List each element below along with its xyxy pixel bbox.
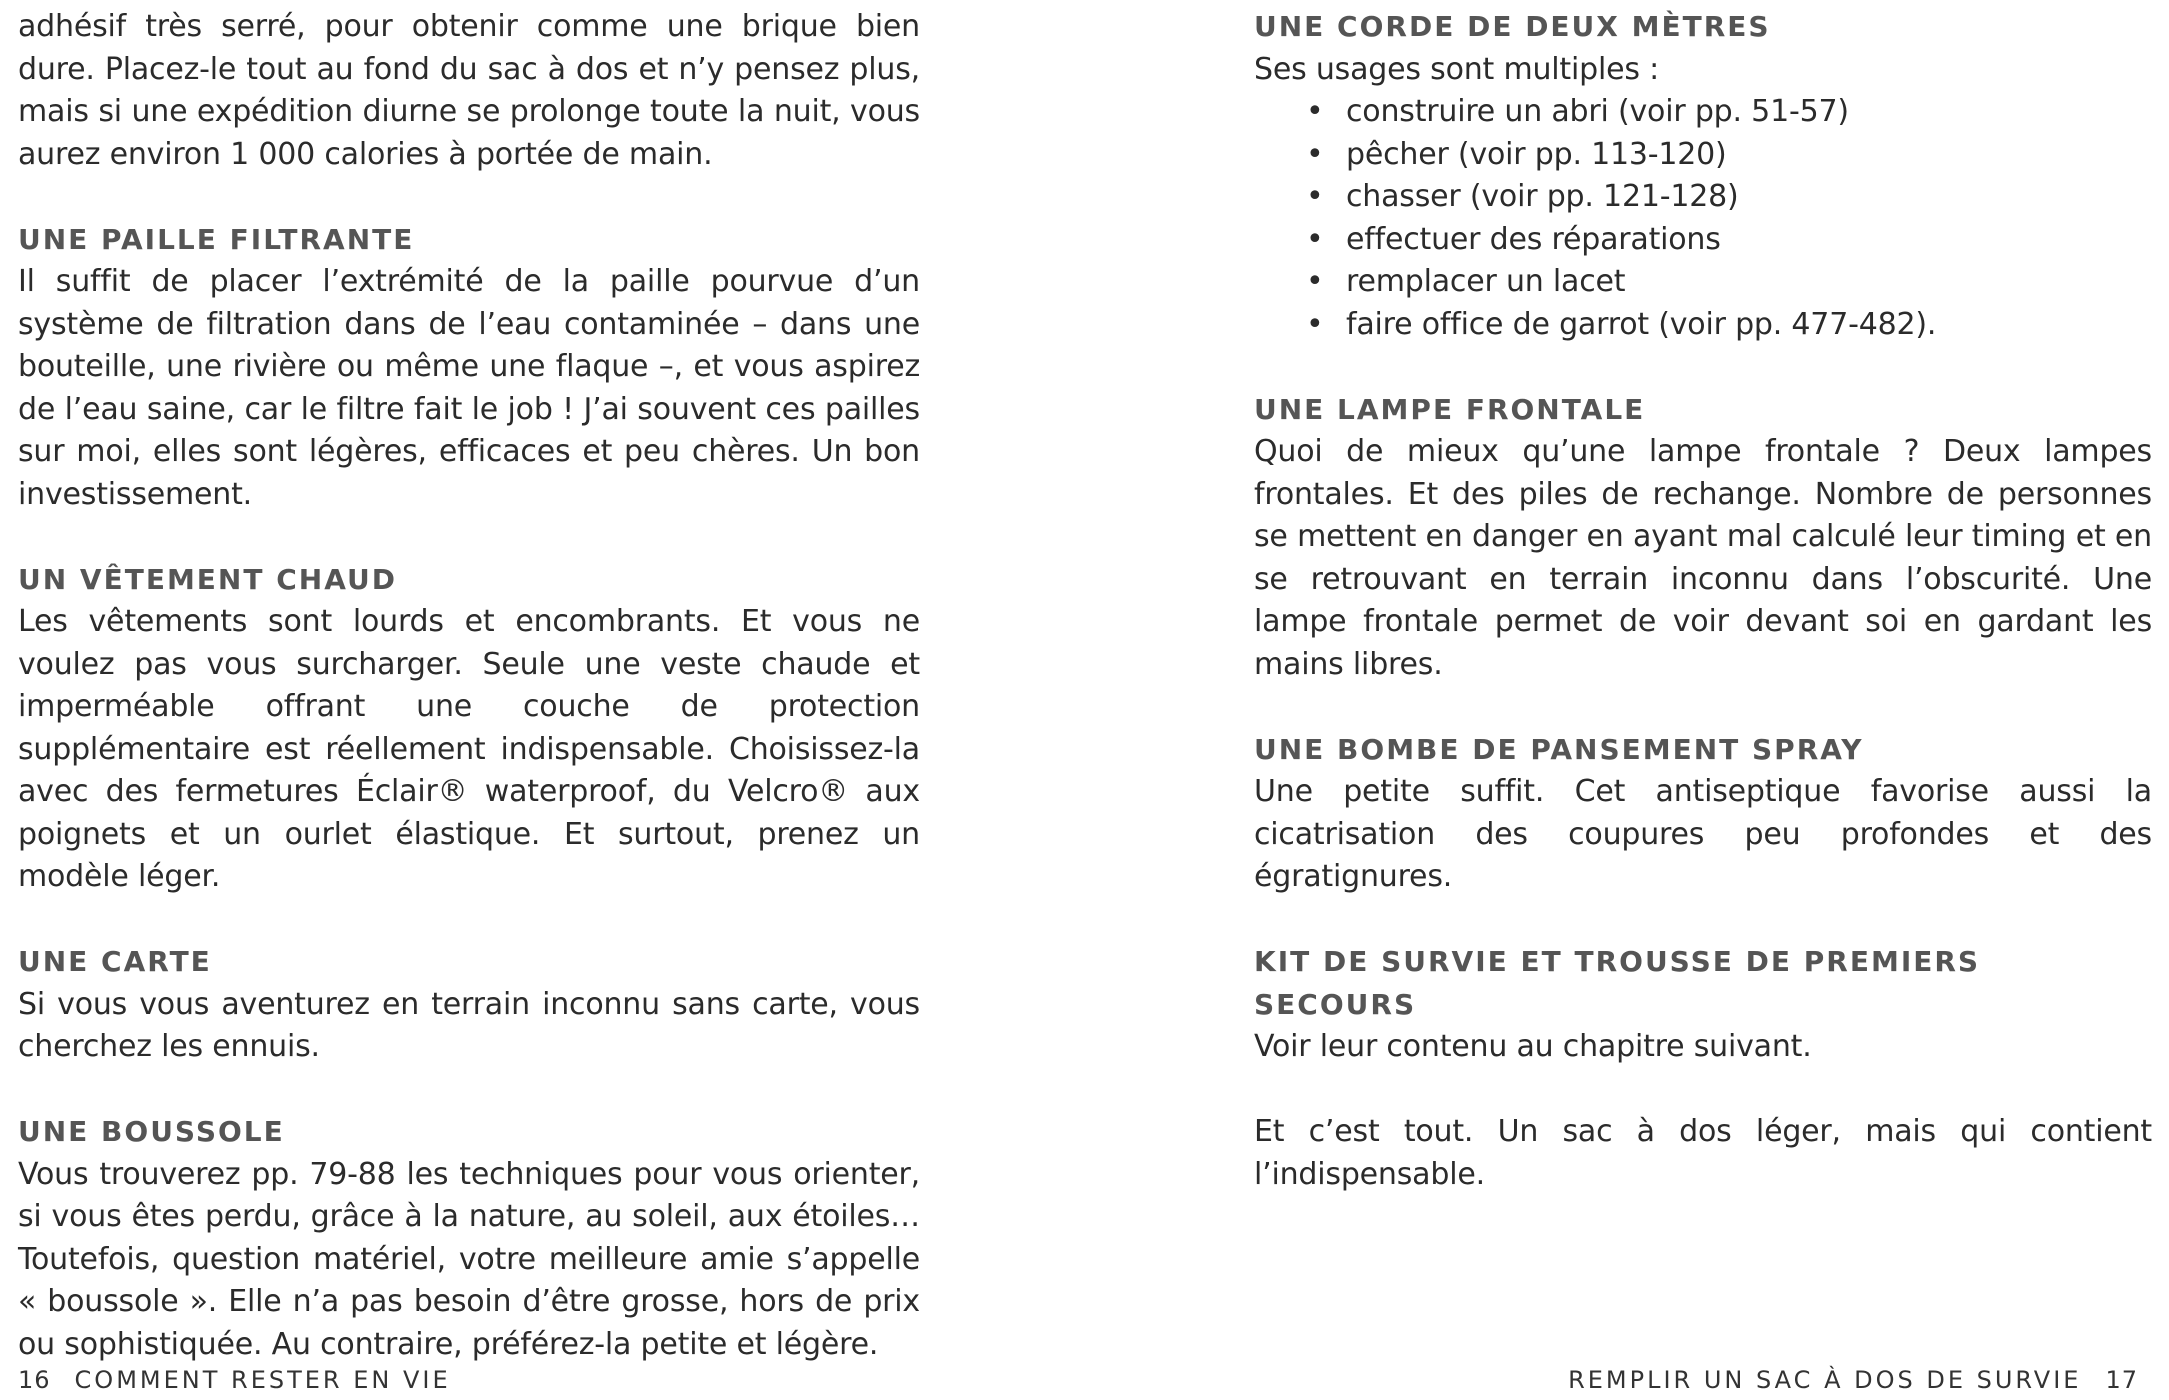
section-heading: KIT DE SURVIE ET TROUSSE DE PREMIERS SECOURS bbox=[1254, 945, 1981, 1021]
right-page-text-column bbox=[1254, 6, 2152, 1196]
section-heading: UN VÊTEMENT CHAUD bbox=[18, 562, 397, 596]
section-heading: UNE CORDE DE DEUX MÈTRES bbox=[1254, 10, 1771, 43]
section-heading: UNE BOMBE DE PANSEMENT SPRAY bbox=[1254, 732, 1864, 766]
section-body: Il suffit de placer l’extrémité de la paille pourvue d’un système de filtration dans de l’eau contaminée – dans une bouteille, une rivière ou même une flaque –, et vous aspirez de l’eau saine, car le filtre fait le job ! J’ai souvent ces pailles sur moi, elles sont légères, efficaces et peu chères. Un bon investissement. bbox=[18, 264, 920, 512]
running-title: COMMENT RESTER EN VIE bbox=[74, 1366, 451, 1394]
list-item: • effectuer des réparations bbox=[1306, 219, 2152, 262]
bullet-icon: • bbox=[1306, 221, 1324, 257]
left-page bbox=[18, 0, 920, 1400]
list-item: • pêcher (voir pp. 113-120) bbox=[1306, 134, 2152, 177]
right-page-footer bbox=[1568, 1366, 2138, 1394]
rope-uses-list bbox=[1254, 91, 2152, 346]
list-item: • construire un abri (voir pp. 51-57) bbox=[1306, 91, 2152, 134]
bullet-icon: • bbox=[1306, 264, 1324, 299]
bullet-icon: • bbox=[1306, 179, 1324, 214]
section-compass bbox=[18, 1111, 920, 1366]
bullet-icon: • bbox=[1306, 94, 1324, 129]
section-filter-straw bbox=[18, 219, 920, 517]
page-number: 16 bbox=[18, 1366, 51, 1394]
section-body: Si vous vous aventurez en terrain inconnu sans carte, vous cherchez les ennuis. bbox=[18, 986, 920, 1064]
section-body: Voir leur contenu au chapitre suivant. bbox=[1254, 1029, 1812, 1064]
list-item: • chasser (voir pp. 121-128) bbox=[1306, 176, 2152, 219]
intro-paragraph: adhésif très serré, pour obtenir comme une brique bien dure. Placez-le tout au fond du sac à dos et n’y pensez plus, mais si une expédition diurne se prolonge toute la nuit, vous aurez environ 1 000 calories à portée de main. bbox=[18, 9, 920, 172]
section-heading: UNE CARTE bbox=[18, 945, 212, 978]
section-rope bbox=[1254, 6, 2152, 346]
section-map bbox=[18, 941, 920, 1069]
section-survival-kit bbox=[1254, 941, 2152, 1069]
left-page-footer bbox=[18, 1366, 451, 1394]
section-body: Vous trouverez pp. 79-88 les techniques pour vous orienter, si vous êtes perdu, grâce à la nature, au soleil, aux étoiles… Toutefois, question matériel, votre meilleure amie s’appelle « boussole ». Elle n’a pas besoin d’être grosse, hors de prix ou sophistiquée. Au contraire, préférez-la petite et légère. bbox=[18, 1156, 920, 1362]
page-number: 17 bbox=[2105, 1366, 2138, 1394]
bullet-icon: • bbox=[1306, 136, 1324, 172]
running-title: REMPLIR UN SAC À DOS DE SURVIE bbox=[1568, 1366, 2082, 1394]
section-heading: UNE LAMPE FRONTALE bbox=[1254, 392, 1646, 426]
section-warm-clothing bbox=[18, 559, 920, 899]
section-body: Quoi de mieux qu’une lampe frontale ? Deux lampes frontales. Et des piles de rechange. Nombre de personnes se mettent en danger en ayant mal calculé leur timing et en se retrouvant en terrain inconnu dans l’obscurité. Une lampe frontale permet de voir devant soi en gardant les mains libres. bbox=[1254, 434, 2152, 682]
section-body: Une petite suffit. Cet antiseptique favorise aussi la cicatrisation des coupures peu profondes et des égratignures. bbox=[1254, 774, 2152, 894]
list-item: • remplacer un lacet bbox=[1306, 261, 2152, 304]
section-headlamp bbox=[1254, 389, 2152, 687]
list-item: • faire office de garrot (voir pp. 477-482). bbox=[1306, 304, 2152, 347]
bullet-icon: • bbox=[1306, 306, 1324, 342]
right-page bbox=[1254, 0, 2152, 1400]
section-heading: UNE PAILLE FILTRANTE bbox=[18, 222, 415, 256]
section-intro: Ses usages sont multiples : bbox=[1254, 51, 1660, 87]
section-bandage-spray bbox=[1254, 729, 2152, 899]
section-body: Les vêtements sont lourds et encombrants. Et vous ne voulez pas vous surcharger. Seule une veste chaude et imperméable offrant une couche de protection supplémentaire est réellement indispensable. Choisissez-la avec des fermetures Éclair® waterproof, du Velcro® aux poignets et un ourlet élastique. Et surtout, prenez un modèle léger. bbox=[18, 604, 920, 894]
closing-paragraph: Et c’est tout. Un sac à dos léger, mais qui contient l’indispensable. bbox=[1254, 1114, 2152, 1192]
left-page-text-column bbox=[18, 6, 920, 1366]
section-heading: UNE BOUSSOLE bbox=[18, 1115, 285, 1148]
